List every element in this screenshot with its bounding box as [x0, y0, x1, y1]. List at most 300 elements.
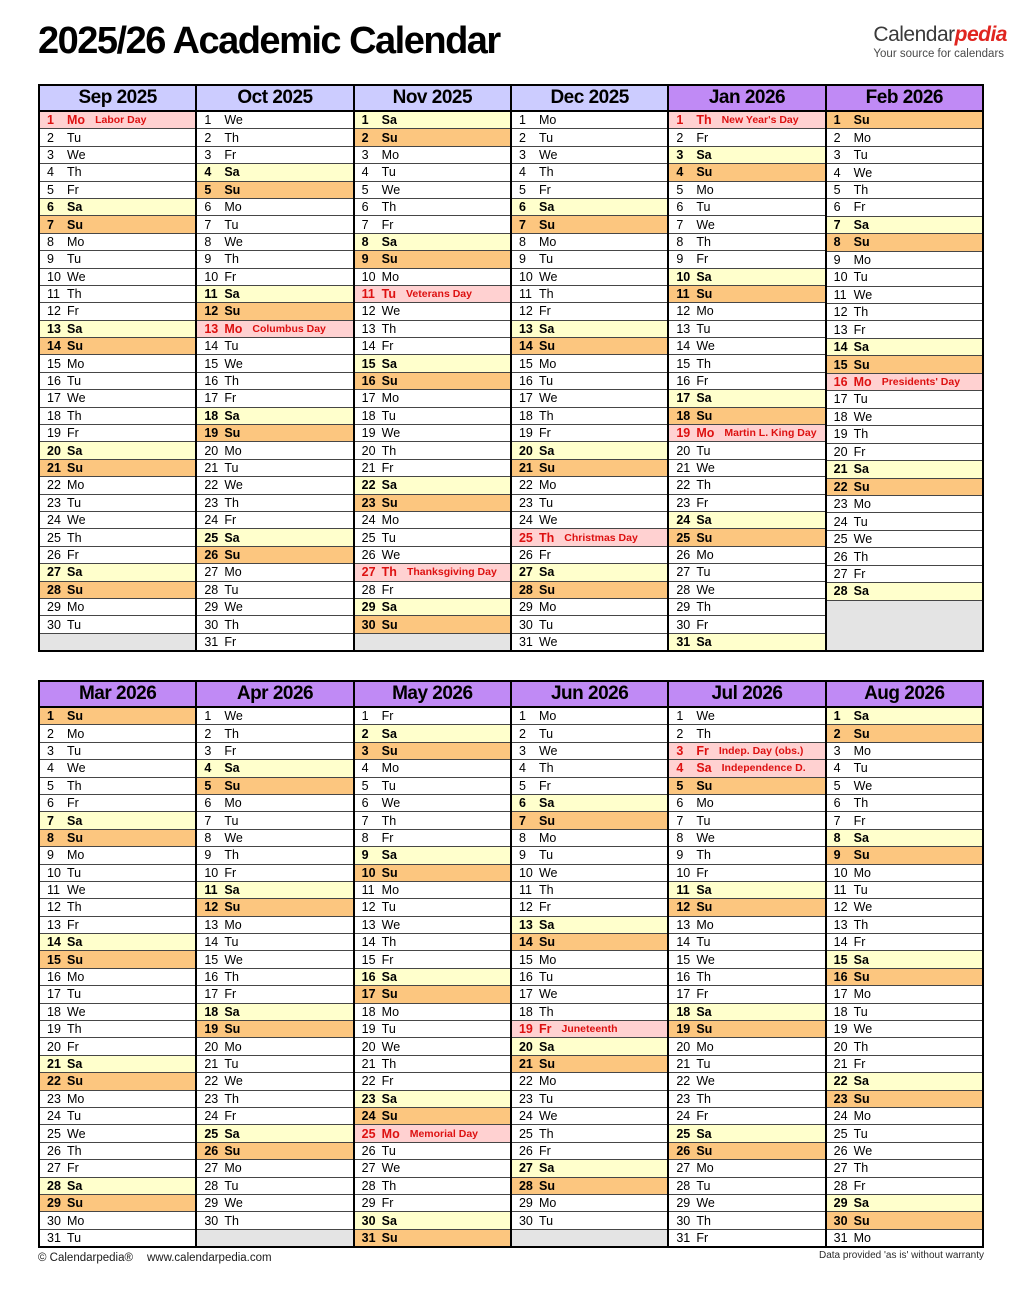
weekday-label: Th — [381, 935, 397, 950]
weekday-label: Th — [224, 1091, 239, 1106]
weekday-label: Fr — [67, 547, 79, 562]
day-cell — [355, 1143, 510, 1160]
weekday-label: Fr — [381, 709, 394, 724]
day-cell — [512, 882, 667, 899]
day-number: 31 — [833, 1230, 848, 1245]
weekday-label: Sa — [696, 391, 712, 406]
weekday-label: Tu — [696, 935, 711, 950]
day-cell — [355, 1108, 510, 1125]
month-rows — [197, 112, 352, 650]
day-number: 26 — [361, 547, 376, 562]
weekday-label: Sa — [538, 796, 555, 811]
day-number: 3 — [833, 743, 841, 758]
day-cell — [669, 442, 824, 459]
day-number: 30 — [361, 1213, 376, 1228]
weekday-label: Sa — [381, 970, 397, 985]
weekday-label: Tu — [67, 1230, 82, 1245]
weekday-label: Su — [696, 1143, 713, 1158]
day-cell — [512, 199, 667, 216]
day-cell — [669, 634, 824, 650]
day-number: 12 — [833, 900, 848, 915]
day-number: 18 — [47, 1004, 61, 1019]
day-number: 14 — [47, 935, 61, 950]
weekday-label: Tu — [224, 339, 239, 354]
weekday-label: Fr — [67, 796, 79, 811]
day-number: 29 — [204, 1196, 219, 1211]
weekday-label: Mo — [538, 1196, 557, 1211]
weekday-label: We — [381, 426, 401, 441]
day-number: 11 — [361, 287, 375, 302]
weekday-label: Th — [67, 1022, 82, 1037]
day-cell — [669, 390, 824, 407]
day-number: 29 — [204, 600, 219, 615]
weekday-label: Su — [67, 339, 83, 354]
weekday-label: Th — [853, 1161, 869, 1176]
day-cell — [827, 269, 982, 286]
weekday-label: Sa — [696, 147, 712, 162]
day-cell — [512, 743, 667, 760]
holiday-label: Veterans Day — [406, 288, 472, 301]
day-number: 7 — [361, 217, 369, 232]
day-number: 21 — [518, 461, 533, 475]
day-cell — [355, 1178, 510, 1195]
day-cell — [355, 269, 510, 286]
day-number: 10 — [204, 865, 219, 880]
day-cell — [512, 373, 667, 390]
day-number: 11 — [833, 883, 847, 898]
day-cell — [827, 496, 982, 513]
day-cell — [512, 1108, 667, 1125]
month-column-dec-2025 — [512, 86, 669, 650]
day-cell — [197, 269, 352, 286]
day-number: 20 — [361, 1039, 376, 1054]
day-number: 25 — [204, 530, 219, 545]
day-number: 23 — [833, 497, 848, 512]
day-number: 26 — [518, 1143, 533, 1158]
weekday-label: Fr — [381, 830, 394, 845]
day-number: 3 — [47, 147, 54, 162]
day-number: 8 — [361, 234, 369, 249]
day-cell — [669, 865, 824, 882]
month-header: Jul 2026 — [669, 682, 824, 708]
day-cell — [40, 1056, 195, 1073]
weekday-label: We — [67, 1126, 86, 1141]
day-cell — [40, 582, 195, 599]
day-cell — [40, 495, 195, 512]
weekday-label: Fr — [538, 426, 551, 441]
day-cell — [669, 495, 824, 512]
day-cell — [827, 1091, 982, 1108]
weekday-label: Mo — [538, 478, 557, 493]
day-cell — [355, 708, 510, 725]
day-cell — [197, 743, 352, 760]
day-number: 9 — [204, 252, 212, 267]
day-cell — [669, 303, 824, 320]
day-number: 14 — [361, 935, 376, 950]
weekday-label: Mo — [853, 1109, 872, 1124]
weekday-label: Th — [696, 356, 711, 371]
day-number: 12 — [361, 900, 376, 915]
day-number: 20 — [518, 443, 533, 458]
weekday-label: Tu — [224, 1057, 239, 1071]
weekday-label: We — [67, 761, 86, 776]
weekday-label: We — [538, 269, 558, 284]
month-column-apr-2026 — [197, 682, 354, 1246]
day-cell — [355, 477, 510, 494]
day-number: 15 — [833, 952, 848, 967]
day-number: 24 — [676, 1109, 691, 1124]
weekday-label: Su — [853, 479, 870, 494]
month-rows — [669, 708, 824, 1246]
day-cell — [512, 112, 667, 129]
day-number: 25 — [47, 1126, 61, 1141]
weekday-label: Mo — [67, 970, 85, 985]
day-number: 8 — [204, 234, 212, 249]
weekday-label: Fr — [853, 935, 866, 950]
day-cell — [197, 1056, 352, 1073]
day-cell — [355, 251, 510, 268]
weekday-label: Th — [538, 1004, 554, 1019]
weekday-label: We — [224, 1074, 243, 1089]
day-cell — [827, 129, 982, 146]
weekday-label: We — [224, 830, 243, 845]
weekday-label: Su — [853, 1091, 870, 1106]
holiday-label: Indep. Day (obs.) — [718, 744, 804, 757]
day-number: 28 — [833, 1178, 848, 1193]
weekday-label: Tu — [853, 270, 868, 285]
weekday-label: Tu — [224, 582, 239, 597]
weekday-label: We — [538, 147, 558, 162]
day-cell — [512, 425, 667, 442]
day-number: 22 — [47, 478, 61, 493]
day-number: 26 — [204, 1143, 219, 1158]
day-cell — [355, 355, 510, 372]
weekday-label: Sa — [853, 584, 869, 599]
day-number: 22 — [518, 478, 533, 493]
day-cell — [669, 1195, 824, 1212]
day-number: 21 — [204, 1057, 219, 1071]
day-number: 2 — [361, 726, 369, 741]
month-column-oct-2025 — [197, 86, 354, 650]
weekday-label: Fr — [538, 778, 551, 793]
day-number: 13 — [518, 321, 533, 336]
day-cell — [827, 743, 982, 760]
day-number: 15 — [518, 356, 533, 371]
day-cell — [512, 1125, 667, 1142]
day-cell — [40, 529, 195, 546]
day-cell — [355, 899, 510, 916]
weekday-label: Sa — [67, 565, 83, 580]
day-cell — [512, 634, 667, 650]
weekday-label: Sa — [381, 848, 397, 863]
weekday-label: Tu — [381, 900, 396, 915]
day-cell — [669, 599, 824, 616]
day-number: 16 — [833, 970, 848, 985]
day-number: 29 — [47, 600, 61, 615]
weekday-label: Mo — [696, 304, 714, 319]
day-number: 4 — [204, 761, 212, 776]
day-cell — [197, 616, 352, 633]
day-cell — [355, 547, 510, 564]
day-cell — [197, 408, 352, 425]
day-cell — [512, 477, 667, 494]
weekday-label: Sa — [853, 952, 869, 967]
day-cell — [40, 951, 195, 968]
weekday-label: Mo — [67, 113, 86, 128]
day-cell — [40, 564, 195, 581]
weekday-label: Su — [538, 582, 555, 597]
weekday-label: Tu — [853, 761, 868, 776]
day-cell — [40, 743, 195, 760]
weekday-label: Sa — [853, 217, 869, 232]
weekday-label: Tu — [67, 987, 82, 1002]
weekday-label: Fr — [538, 182, 551, 197]
day-number: 16 — [47, 374, 61, 389]
day-cell — [827, 1160, 982, 1177]
weekday-label: We — [538, 1109, 558, 1124]
day-number: 16 — [518, 970, 533, 985]
weekday-label: Fr — [67, 304, 79, 319]
day-number: 22 — [833, 479, 848, 494]
day-cell — [512, 1195, 667, 1212]
day-cell — [40, 899, 195, 916]
day-cell — [669, 1160, 824, 1177]
day-number: 1 — [676, 709, 684, 724]
weekday-label: Tu — [538, 848, 554, 863]
day-number: 16 — [204, 970, 219, 985]
weekday-label: Mo — [67, 478, 85, 493]
day-number: 27 — [518, 565, 533, 580]
month-column-mar-2026 — [40, 682, 197, 1246]
day-number: 11 — [47, 883, 60, 898]
day-number: 19 — [361, 1022, 376, 1037]
day-number: 8 — [518, 830, 526, 845]
day-cell — [197, 812, 352, 829]
day-number: 10 — [361, 269, 376, 284]
day-number: 30 — [676, 1213, 691, 1228]
day-cell — [197, 529, 352, 546]
day-cell — [40, 865, 195, 882]
day-number: 16 — [518, 374, 533, 389]
day-cell — [40, 760, 195, 777]
weekday-label: Th — [538, 1126, 554, 1141]
day-cell — [669, 582, 824, 599]
weekday-label: Fr — [696, 495, 709, 510]
day-cell — [355, 460, 510, 477]
weekday-label: Mo — [224, 321, 243, 336]
weekday-label: Mo — [67, 726, 85, 741]
day-number: 17 — [676, 391, 691, 406]
month-column-sep-2025 — [40, 86, 197, 650]
day-cell — [827, 287, 982, 304]
weekday-label: Tu — [381, 287, 396, 302]
day-number: 12 — [47, 900, 61, 915]
day-cell — [512, 1091, 667, 1108]
day-number: 19 — [518, 426, 533, 441]
day-number: 4 — [47, 761, 54, 776]
day-cell — [512, 1038, 667, 1055]
weekday-label: Mo — [67, 848, 85, 863]
weekday-label: Mo — [696, 547, 714, 562]
weekday-label: We — [224, 600, 243, 615]
weekday-label: Tu — [67, 617, 82, 632]
weekday-label: Sa — [853, 1196, 869, 1211]
day-cell — [512, 1004, 667, 1021]
day-number: 27 — [204, 565, 219, 580]
day-cell — [355, 1021, 510, 1038]
day-number: 9 — [47, 848, 54, 863]
weekday-label: Sa — [538, 200, 555, 215]
day-number: 23 — [833, 1091, 848, 1106]
day-number: 12 — [47, 304, 61, 319]
day-cell — [827, 934, 982, 951]
day-number: 23 — [47, 1091, 61, 1106]
day-cell — [197, 564, 352, 581]
day-number: 8 — [676, 830, 684, 845]
holiday-label: Martin L. King Day — [724, 427, 817, 440]
day-cell — [197, 495, 352, 512]
weekday-label: Tu — [538, 726, 554, 741]
weekday-label: Tu — [381, 1022, 396, 1037]
day-cell — [669, 1125, 824, 1142]
day-cell — [40, 616, 195, 633]
day-number: 10 — [518, 865, 533, 880]
day-number: 14 — [204, 339, 219, 354]
day-number: 22 — [676, 478, 691, 493]
weekday-label: Fr — [381, 1074, 394, 1089]
day-cell — [827, 830, 982, 847]
day-cell — [355, 199, 510, 216]
day-number: 31 — [518, 634, 533, 649]
weekday-label: Sa — [696, 1004, 712, 1019]
day-cell — [512, 355, 667, 372]
day-number: 14 — [676, 935, 691, 950]
day-cell — [197, 321, 352, 338]
day-cell — [669, 182, 824, 199]
weekday-label: Fr — [224, 391, 237, 406]
day-number: 25 — [833, 1126, 848, 1141]
weekday-label: Th — [853, 427, 869, 442]
day-cell — [669, 216, 824, 233]
day-cell — [512, 286, 667, 303]
day-cell — [355, 442, 510, 459]
weekday-label: Sa — [224, 165, 240, 180]
day-number: 2 — [833, 726, 841, 741]
day-number: 21 — [204, 461, 219, 475]
weekday-label: Th — [381, 565, 397, 580]
day-cell — [669, 1108, 824, 1125]
day-cell — [197, 164, 352, 181]
day-cell — [669, 460, 824, 477]
day-cell — [40, 812, 195, 829]
day-cell — [669, 986, 824, 1003]
website-link[interactable]: www.calendarpedia.com — [146, 1252, 272, 1264]
weekday-label: Tu — [67, 374, 82, 389]
day-number: 15 — [833, 357, 848, 372]
holiday-label: Christmas Day — [564, 531, 638, 544]
weekday-label: Tu — [853, 148, 868, 163]
day-number: 5 — [204, 778, 212, 793]
day-number: 13 — [518, 917, 533, 932]
month-header: Mar 2026 — [40, 682, 195, 708]
weekday-label: Sa — [381, 113, 397, 128]
weekday-label: Mo — [381, 1126, 400, 1141]
weekday-label: Su — [538, 1057, 555, 1071]
weekday-label: Tu — [538, 374, 554, 389]
day-cell — [40, 129, 195, 146]
weekday-label: We — [696, 1196, 715, 1211]
weekday-label: Sa — [381, 600, 397, 615]
day-number: 24 — [204, 1109, 219, 1124]
weekday-label: We — [381, 917, 401, 932]
weekday-label: Su — [538, 813, 555, 828]
day-number: 21 — [676, 1057, 691, 1071]
day-number: 23 — [676, 495, 691, 510]
weekday-label: Su — [538, 339, 555, 354]
day-number: 28 — [204, 1178, 219, 1193]
day-cell — [512, 269, 667, 286]
day-cell — [197, 251, 352, 268]
day-number: 24 — [204, 513, 219, 528]
weekday-label: Sa — [696, 269, 712, 284]
day-number: 11 — [833, 287, 847, 302]
day-number: 8 — [518, 234, 526, 249]
weekday-label: Mo — [224, 565, 242, 580]
day-number: 27 — [676, 1161, 691, 1176]
weekday-label: Fr — [381, 582, 394, 597]
weekday-label: Tu — [67, 743, 82, 758]
weekday-label: Mo — [67, 1213, 85, 1228]
day-cell — [40, 795, 195, 812]
day-number: 2 — [47, 726, 54, 741]
day-cell — [669, 338, 824, 355]
day-cell — [355, 778, 510, 795]
day-cell — [355, 286, 510, 303]
day-cell — [669, 321, 824, 338]
day-cell — [355, 1004, 510, 1021]
weekday-label: We — [696, 830, 715, 845]
weekday-label: Th — [67, 165, 82, 180]
day-number: 19 — [833, 1022, 848, 1037]
day-cell — [512, 599, 667, 616]
day-number: 1 — [361, 113, 369, 128]
month-header: Feb 2026 — [827, 86, 982, 112]
weekday-label: Th — [224, 726, 239, 741]
day-cell — [669, 286, 824, 303]
day-cell — [40, 1038, 195, 1055]
day-cell — [197, 760, 352, 777]
day-number: 17 — [204, 391, 219, 406]
day-cell — [827, 147, 982, 164]
weekday-label: Tu — [538, 130, 554, 145]
day-number: 12 — [518, 900, 533, 915]
day-cell — [512, 760, 667, 777]
weekday-label: Tu — [67, 1109, 82, 1124]
weekday-label: We — [853, 165, 873, 180]
weekday-label: Su — [696, 408, 713, 423]
weekday-label: Su — [538, 217, 555, 232]
weekday-label: Mo — [67, 1091, 85, 1106]
day-number: 12 — [833, 305, 848, 320]
day-number: 1 — [518, 709, 526, 724]
weekday-label: We — [538, 743, 558, 758]
weekday-label: Su — [853, 848, 870, 863]
day-number: 1 — [518, 113, 526, 128]
weekday-label: Th — [67, 408, 82, 423]
weekday-label: Su — [224, 1022, 241, 1037]
day-number: 6 — [518, 796, 526, 811]
day-number: 27 — [518, 1161, 533, 1176]
